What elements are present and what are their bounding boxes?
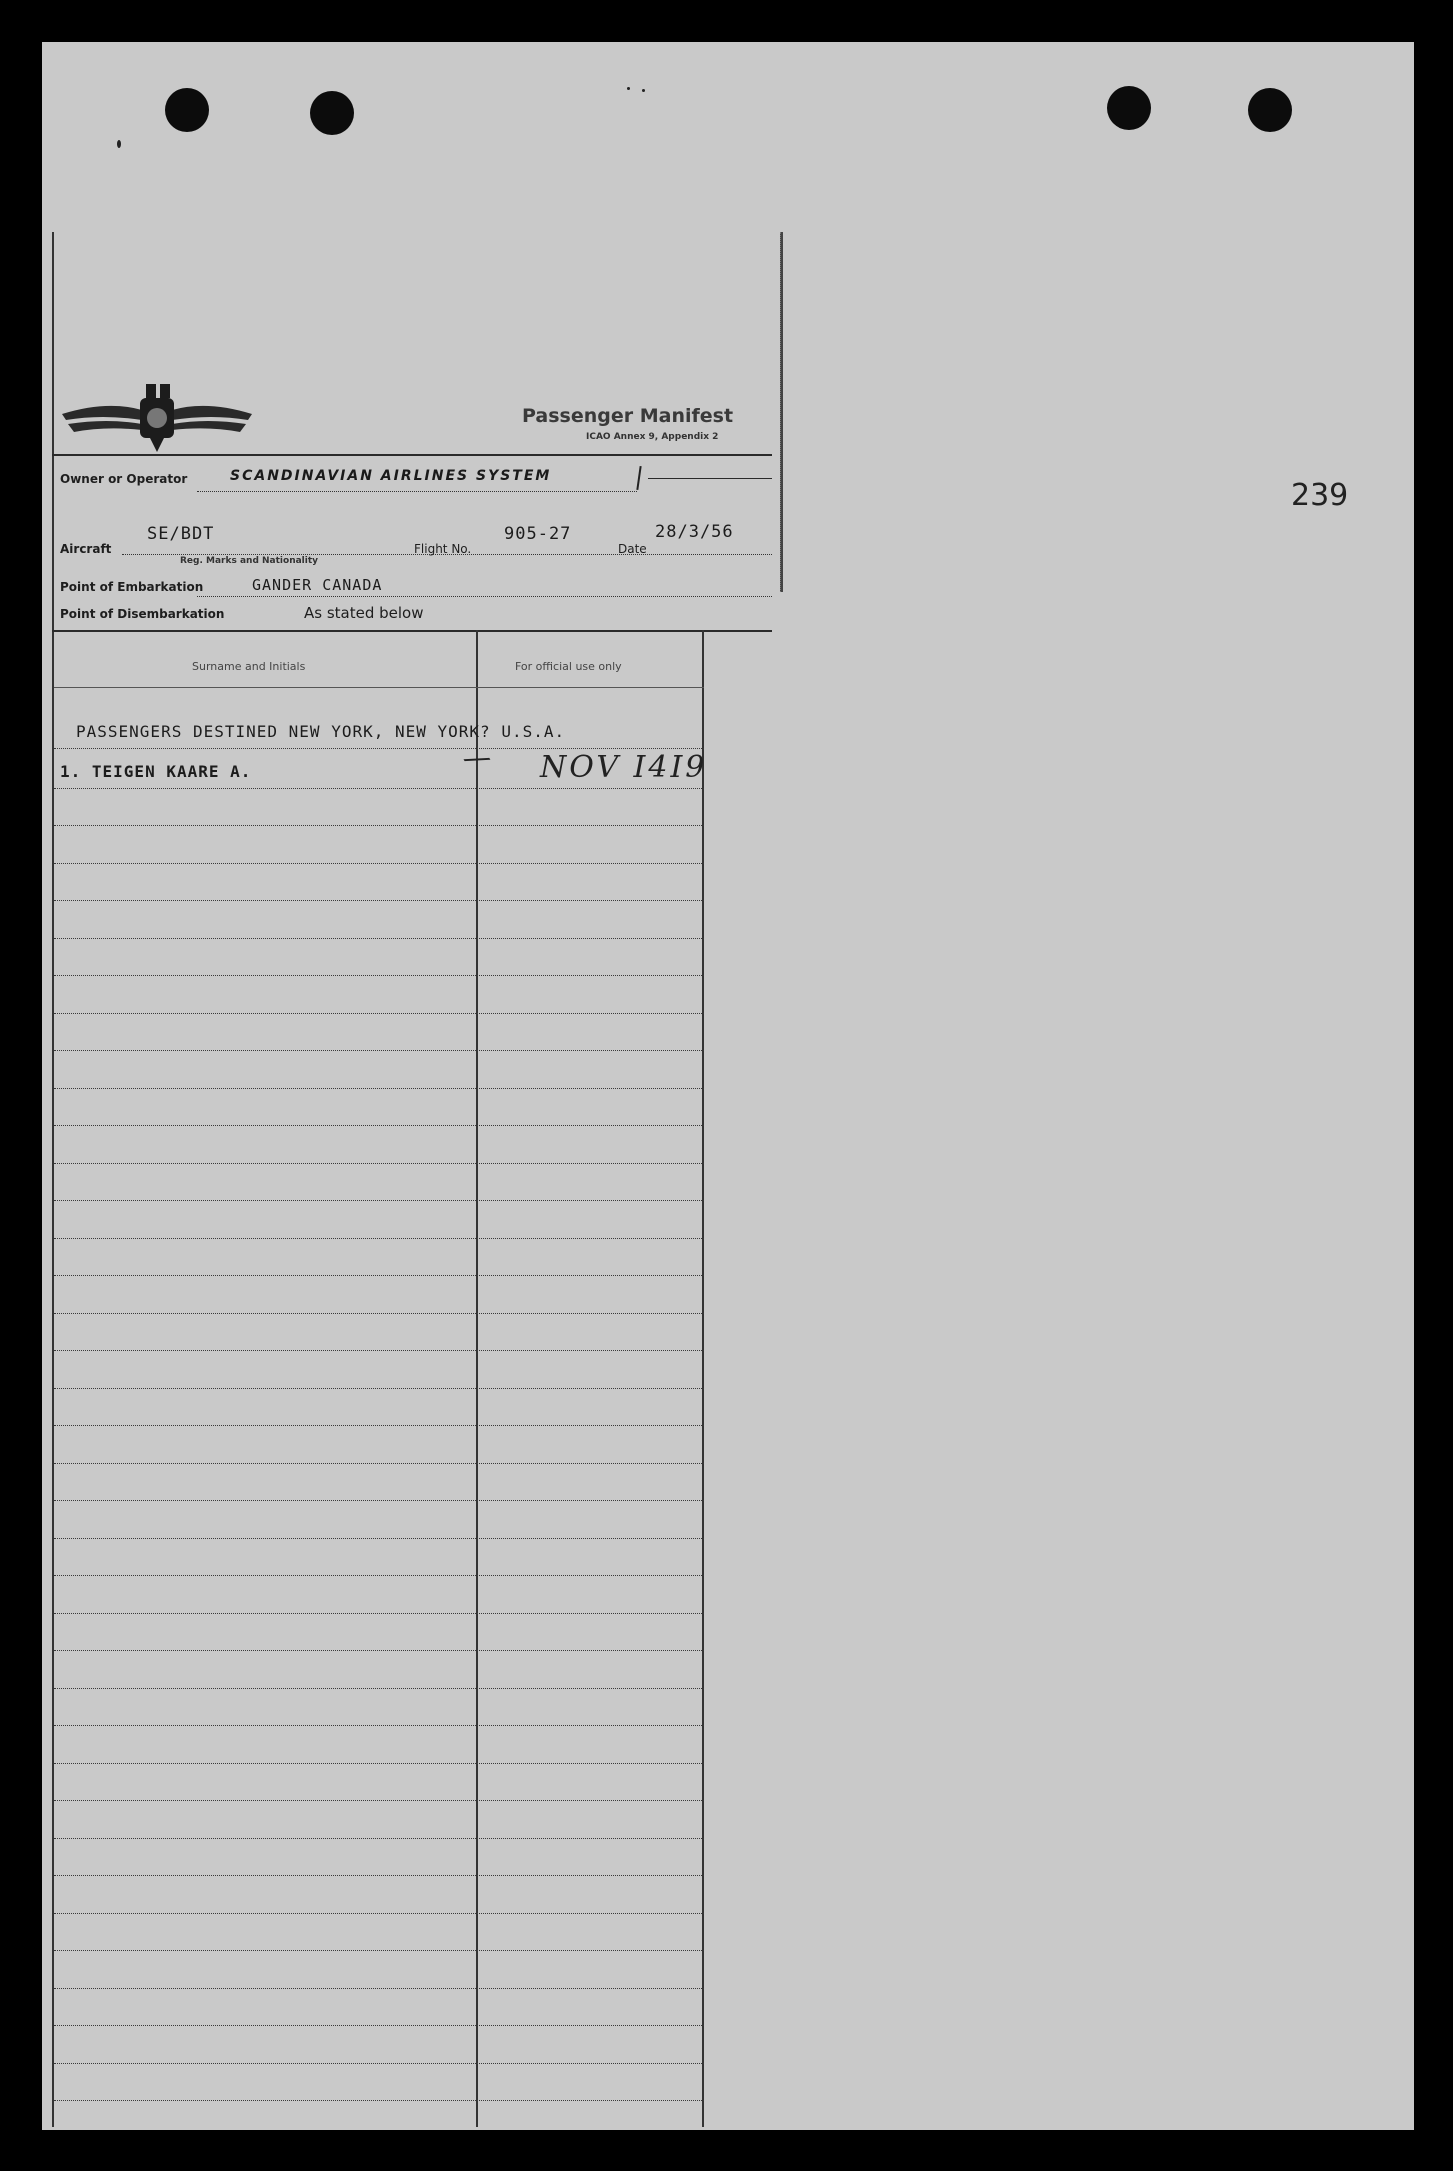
- field-line: [648, 478, 772, 479]
- table-row-line: [54, 1463, 704, 1464]
- table-row-line: [54, 900, 704, 901]
- embarkation-value: GANDER CANADA: [252, 576, 383, 594]
- airline-wings-crest-icon: [62, 380, 252, 456]
- table-row-line: [54, 687, 704, 688]
- table-row-line: [54, 2100, 704, 2101]
- field-line: [197, 596, 772, 597]
- punch-hole: [310, 91, 354, 135]
- table-row-line: [54, 1238, 704, 1239]
- flight-label: Flight No.: [414, 542, 472, 556]
- table-row-line: [54, 2063, 704, 2064]
- date-label: Date: [618, 542, 647, 556]
- official-mark: /: [460, 746, 496, 775]
- table-row-line: [54, 2025, 704, 2026]
- date-value: 28/3/56: [655, 522, 734, 542]
- table-row-line: [54, 975, 704, 976]
- destination-line: PASSENGERS DESTINED NEW YORK, NEW YORK? U.S.A.: [76, 722, 566, 741]
- field-line: [122, 554, 772, 555]
- table-row-line: [54, 1575, 704, 1576]
- form-border: [780, 232, 783, 592]
- flight-value: 905-27: [504, 524, 572, 544]
- table-row-line: [54, 1163, 704, 1164]
- table-row-line: [54, 1125, 704, 1126]
- punch-hole: [165, 88, 209, 132]
- divider: [52, 454, 772, 456]
- owner-value: SCANDINAVIAN AIRLINES SYSTEM: [230, 468, 552, 484]
- form-subtitle: ICAO Annex 9, Appendix 2: [586, 432, 719, 442]
- embarkation-label: Point of Embarkation: [60, 580, 204, 594]
- table-row-line: [54, 1275, 704, 1276]
- table-row-line: [54, 825, 704, 826]
- table-row-line: [54, 1500, 704, 1501]
- divider: [52, 630, 772, 632]
- form-title: Passenger Manifest: [522, 405, 734, 427]
- table-row-line: [54, 1763, 704, 1764]
- punch-hole: [1107, 86, 1151, 130]
- punch-hole: [1248, 88, 1292, 132]
- table-row-line: [54, 1875, 704, 1876]
- speck: [642, 89, 645, 92]
- table-row-line: [54, 1425, 704, 1426]
- speck: [627, 87, 630, 90]
- table-row-line: [54, 863, 704, 864]
- table-row-line: [54, 1613, 704, 1614]
- owner-label: Owner or Operator: [60, 472, 188, 486]
- form-border: [52, 232, 54, 2127]
- column-divider: [476, 630, 478, 2127]
- table-row-line: [54, 1313, 704, 1314]
- manifest-form: [52, 232, 772, 2127]
- field-line: [197, 491, 637, 492]
- disembarkation-label: Point of Disembarkation: [60, 607, 225, 621]
- table-row-line: [54, 1538, 704, 1539]
- table-row-line: [54, 1200, 704, 1201]
- col-official-header: For official use only: [515, 660, 622, 673]
- table-row-line: [54, 1688, 704, 1689]
- table-row-line: [54, 1388, 704, 1389]
- table-row-line: [54, 1088, 704, 1089]
- table-row-line: [54, 1050, 704, 1051]
- aircraft-sub: Reg. Marks and Nationality: [180, 556, 319, 566]
- col-name-header: Surname and Initials: [192, 660, 306, 673]
- table-row-line: [54, 788, 704, 789]
- table-row-line: [54, 1350, 704, 1351]
- aircraft-value: SE/BDT: [147, 524, 215, 544]
- table-row-line: [54, 1913, 704, 1914]
- official-annotation: NOV I4I9: [540, 750, 708, 785]
- table-row-line: [54, 1800, 704, 1801]
- table-row-line: [54, 1650, 704, 1651]
- page-number: 239: [1291, 478, 1349, 513]
- disembarkation-value: As stated below: [304, 604, 424, 622]
- table-row-line: [54, 1725, 704, 1726]
- table-row-line: [54, 938, 704, 939]
- table-row-line: [54, 1838, 704, 1839]
- table-row-line: [54, 1950, 704, 1951]
- speck: [117, 140, 121, 148]
- table-row-line: [54, 748, 704, 749]
- column-divider: [702, 630, 704, 2127]
- passenger-row: 1. TEIGEN KAARE A.: [60, 762, 252, 781]
- table-row-line: [54, 1988, 704, 1989]
- aircraft-label: Aircraft: [60, 542, 112, 556]
- table-row-line: [54, 1013, 704, 1014]
- mark-stroke: [636, 466, 641, 490]
- manifest-sheet: [42, 42, 1414, 2130]
